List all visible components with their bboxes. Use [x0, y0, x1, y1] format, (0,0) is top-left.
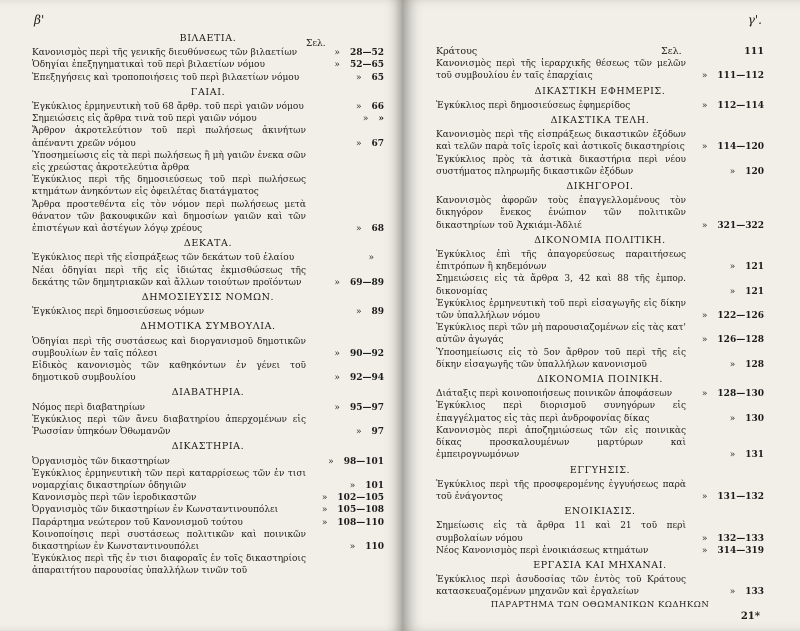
- ditto-mark: »: [334, 60, 340, 71]
- section-title: ΕΓΓΥΗΣΙΣ.: [569, 464, 631, 476]
- index-entry: [32, 150, 384, 174]
- page-reference: [314, 252, 384, 264]
- page-range: 108—110: [337, 517, 384, 528]
- index-entry: [32, 101, 384, 113]
- page-range: 131—132: [717, 491, 764, 502]
- entry-text: Ὁδηγίαι ἐπεξηγηματικαὶ τοῦ περὶ βιλαετίων νόμου: [32, 60, 265, 71]
- page-range: 321—322: [717, 220, 764, 231]
- index-entry: [32, 174, 384, 198]
- index-entry: [436, 58, 764, 82]
- page-reference: [314, 372, 384, 384]
- entry-text: Ἐγκύκλιος ἑρμηνευτικὴ τοῦ 68 ἄρθρ. τοῦ περὶ γαιῶν νόμου: [32, 102, 304, 113]
- ditto-mark: »: [328, 456, 334, 467]
- index-entry: [436, 100, 764, 112]
- ditto-mark: »: [334, 373, 340, 384]
- ditto-mark: »: [334, 402, 340, 413]
- index-entry: [436, 388, 764, 400]
- page-reference: [694, 491, 764, 503]
- ditto-mark: »: [729, 450, 736, 461]
- index-entry: [436, 425, 764, 462]
- page-reference: [694, 359, 764, 371]
- page-range: 132—133: [717, 533, 764, 544]
- ditto-mark: »: [321, 493, 328, 504]
- page-range: 98—101: [343, 456, 384, 467]
- section-title: ΔΙΚΑΣΤΗΡΙΑ.: [171, 441, 245, 453]
- index-entry: [32, 252, 384, 264]
- entry-text: Ὀργανισμὸς τῶν δικαστηρίων: [32, 456, 170, 467]
- page-range: 131: [745, 450, 764, 461]
- entry-text: Σημείωσις εἰς τὰ ἄρθρα 11 καὶ 21 τοῦ περὶ συμβολαίων νόμου: [436, 521, 686, 544]
- entry-text: Ἄρθρα προστεθέντα εἰς τὸν νόμον περὶ πωλήσεως μετὰ θάνατον τῶν βακουφικῶν καὶ δημοσίων γαιῶν καὶ τῶν ἐπιστέγων καὶ ἀστέγων λόγῳ χρέους: [32, 199, 306, 235]
- ditto-mark: »: [729, 359, 736, 370]
- page-reference: [314, 101, 384, 113]
- entry-text: Ὑποσημείωσις εἰς τὰ περὶ πωλήσεως ἢ μὴ γαιῶν ἐνεκα σῶν εἰς χρεώστας ἀκροτελεύτια ἄρθρα: [32, 150, 306, 174]
- page-reference: [314, 492, 384, 504]
- index-entry: [436, 322, 764, 346]
- ditto-mark: »: [334, 48, 340, 59]
- entry-text: Κανονισμὸς περὶ τῶν ἱεροδικαστῶν: [32, 493, 197, 504]
- section-title: ΔΗΜΟΤΙΚΑ ΣΥΜΒΟΥΛΙΑ.: [140, 321, 276, 333]
- page-range: 101: [365, 480, 384, 491]
- page-range: 130: [745, 413, 764, 424]
- entry-text: Κανονισμὸς περὶ τῆς εἰσπράξεως δικαστικῶν ἐξόδων καὶ τελῶν παρὰ τοῖς ἱεροῖς καὶ ἀστικοῖς δικαστηρίοις: [436, 130, 686, 153]
- entry-text: Ἐπεξηγήσεις καὶ τροποποιήσεις τοῦ περὶ βιλαετίων νόμου: [32, 72, 300, 83]
- ditto-mark: »: [355, 307, 362, 318]
- page-reference: [314, 277, 384, 289]
- page-number: β': [34, 13, 45, 27]
- page-reference: [314, 517, 384, 529]
- page-range: 111—112: [717, 71, 764, 82]
- page-reference: [314, 72, 384, 84]
- ditto-mark: »: [355, 102, 362, 113]
- page-range: 110: [365, 541, 384, 552]
- page-range: 68: [371, 224, 384, 235]
- ditto-mark: »: [729, 413, 736, 424]
- entry-text: Κανονισμὸς περὶ τῆς γενικῆς διευθύνσεως τῶν βιλαετίων: [32, 48, 298, 59]
- index-entry: [436, 400, 764, 424]
- section-title: ΔΙΑΒΑΤΗΡΙΑ.: [171, 387, 245, 399]
- page-range: 66: [371, 102, 384, 113]
- page-reference: [314, 541, 384, 553]
- page-range: 97: [371, 427, 384, 438]
- ditto-mark: »: [334, 348, 340, 359]
- ditto-mark: »: [729, 262, 736, 273]
- ditto-mark: »: [729, 286, 736, 297]
- entry-text: Σημειώσεις εἰς τὰ ἄρθρα 3, 42 καὶ 88 τῆς ἐμπορ. δικονομίας: [436, 274, 686, 297]
- section-title: ΔΙΚΟΝΟΜΙΑ ΠΟΛΙΤΙΚΗ.: [534, 234, 666, 246]
- index-entry: [436, 545, 764, 557]
- page-range: 126—128: [717, 335, 764, 346]
- index-body: [436, 58, 764, 598]
- page-reference: [314, 565, 384, 577]
- index-entry: [436, 249, 764, 273]
- section-title: ΔΙΚΑΣΤΙΚΗ ΕΦΗΜΕΡΙΣ.: [534, 85, 666, 97]
- page-reference: [314, 480, 384, 492]
- page-reference: [314, 138, 384, 150]
- page-range: 122—126: [717, 311, 764, 322]
- page-reference: [694, 413, 764, 425]
- entry-text: Ἐγκύκλιος περὶ τῆς εἰσπράξεως τῶν δεκάτων τοῦ ἐλαίου: [32, 253, 295, 264]
- page-reference: [314, 348, 384, 360]
- page-reference: [694, 334, 764, 346]
- entry-text: Διάταξις περὶ κοινοποιήσεως ποινικῶν ἀποφάσεων: [436, 389, 673, 400]
- page-reference: [314, 504, 384, 516]
- ditto-mark: »: [321, 517, 328, 528]
- footer-title: ΠΑΡΑΡΤΗΜΑ ΤΩΝ ΟΘΩΜΑΝΙΚΩΝ ΚΩΔΗΚΩΝ: [490, 599, 710, 610]
- page-range: 120: [745, 166, 764, 177]
- page-range: 65: [371, 72, 384, 83]
- index-entry: [436, 154, 764, 178]
- ditto-mark: »: [701, 545, 708, 556]
- column-header: Σελ.: [661, 46, 682, 57]
- ditto-mark: »: [321, 505, 328, 516]
- ditto-mark: »: [701, 142, 708, 153]
- section-title: ΕΡΓΑΣΙΑ ΚΑΙ ΜΗΧΑΝΑΙ.: [533, 559, 667, 571]
- index-entry: [32, 360, 384, 384]
- page-range: »: [378, 114, 384, 125]
- ditto-mark: »: [362, 114, 369, 125]
- index-entry: [436, 273, 764, 297]
- page-reference: [314, 456, 384, 468]
- page-reference: [694, 100, 764, 112]
- section-title: ΔΙΚΟΝΟΜΙΑ ΠΟΙΝΙΚΗ.: [536, 374, 664, 386]
- page-reference: [314, 113, 384, 125]
- page-range: 67: [371, 138, 384, 149]
- page-reference: [694, 545, 764, 557]
- section-title: ΕΝΟΙΚΙΑΣΙΣ.: [564, 506, 636, 518]
- index-entry: [32, 199, 384, 236]
- page-range: 128—130: [717, 389, 764, 400]
- entry-text: Νόμος περὶ διαβατηρίων: [32, 402, 146, 413]
- page-reference: [694, 533, 764, 545]
- page-range: 95—97: [349, 402, 384, 413]
- ditto-mark: »: [729, 587, 736, 598]
- page-reference: [694, 286, 764, 298]
- page-reference: [694, 220, 764, 232]
- section-title: ΓΑΙΑΙ.: [190, 86, 226, 98]
- entry-text: Ἐγκύκλιος περὶ τῶν ἄνευ διαβατηρίου ἀπερχομένων εἰς Ῥωσσίαν ὑπηκόων Ὀθωμανῶν: [32, 414, 306, 438]
- page-reference: [694, 166, 764, 178]
- ditto-mark: »: [355, 224, 362, 235]
- page-reference: [694, 586, 764, 598]
- ditto-mark: »: [701, 71, 708, 82]
- page-reference: [314, 426, 384, 438]
- index-entry: [436, 520, 764, 544]
- column-header: Σελ.: [306, 39, 326, 49]
- ditto-mark: »: [701, 389, 708, 400]
- index-entry: [436, 129, 764, 153]
- index-entry: [32, 517, 384, 529]
- ditto-mark: »: [701, 220, 708, 231]
- index-entry: [436, 479, 764, 503]
- entry-text: Ἐγκύκλιος πρὸς τὰ ἀστικὰ δικαστήρια περὶ νέου συστήματος πληρωμῆς δικαστικῶν ἐξόδων: [436, 154, 686, 177]
- section-title: ΒΙΛΑΕΤΙΑ.: [179, 33, 237, 44]
- entry-text: Ὁδηγίαι περὶ τῆς συστάσεως καὶ διοργανισμοῦ δημοτικῶν συμβουλίων ἐν ταῖς πόλεσι: [32, 336, 306, 359]
- signature-mark: 21*: [740, 610, 760, 622]
- page-range: 52—65: [349, 60, 384, 71]
- page-range: 92—94: [349, 373, 384, 384]
- index-entry: [436, 574, 764, 598]
- page-reference: [314, 47, 384, 59]
- index-entry: [32, 414, 384, 438]
- entry-text: Ἐγκύκλιος περὶ τῶν μὴ παρουσιαζομένων εἰς τὰς κατ' αὐτῶν ἀγωγάς: [436, 323, 686, 346]
- index-body: [32, 33, 384, 578]
- ditto-mark: »: [701, 335, 708, 346]
- entry-text: Ἐγκύκλιος περὶ διορισμοῦ συνηγόρων εἰς ἐπαγγέλματος εἰς τὰς περὶ ἀνδροφονίας δίκας: [436, 401, 686, 424]
- ditto-mark: »: [355, 72, 362, 83]
- page-reference: [694, 70, 764, 82]
- section-title: ΔΕΚΑΤΑ.: [183, 238, 233, 250]
- page-reference: [694, 141, 764, 153]
- entry-text: Κανονισμὸς περὶ ἀποζημιώσεως τῶν εἰς ποινικὰς δίκας προσκαλουμένων μαρτύρων καὶ ἐμπειρογνωμόνων: [436, 425, 686, 461]
- page-range: 90—92: [349, 348, 384, 359]
- page-reference: [314, 59, 384, 71]
- entry-text: Ἐγκύκλιος ἑρμηνευτικὴ τοῦ περὶ εἰσαγωγῆς εἰς δίκην τῶν ὑπαλλήλων νόμου: [436, 298, 686, 322]
- entry-text: Ἄρθρον ἀκροτελεύτιον τοῦ περὶ πωλήσεως ἀκινήτων ἀπέναντι χρεῶν νόμου: [32, 126, 306, 149]
- index-entry: [32, 59, 384, 71]
- index-entry: [32, 504, 384, 516]
- ditto-mark: »: [349, 541, 356, 552]
- ditto-mark: »: [355, 427, 362, 438]
- right-page: [402, 0, 800, 631]
- entry-text: Νέαι ὁδηγίαι περὶ τῆς εἰς ἰδιώτας ἐκμισθώσεως τῆς δεκάτης τῶν δημητριακῶν καὶ ἄλλων τοιούτων προϊόντων: [32, 265, 306, 288]
- page-number: γ'.: [747, 13, 762, 27]
- entry-text: Ὀργανισμὸς τῶν δικαστηρίων ἐν Κωνσταντινουπόλει: [32, 505, 279, 516]
- page-range: 69—89: [349, 277, 384, 288]
- page-reference: [314, 306, 384, 318]
- index-entry: [32, 492, 384, 504]
- entry-text: Ἐγκύκλιος περὶ δημοσιεύσεως νόμων: [32, 307, 205, 318]
- entry-text: Ἐγκύκλιος περὶ ἀσυδοσίας τῶν ἐντὸς τοῦ Κράτους κατασκευαζομένων μηχανῶν καὶ ἐργαλείων: [436, 575, 686, 598]
- entry-text: Ἐγκύκλιος περὶ τῆς δημοσιεύσεως τοῦ περὶ πωλήσεως κτημάτων ἀνηκόντων εἰς ὀφειλέτας διατάγματος: [32, 175, 306, 198]
- entry-text: Σημειώσεις εἰς ἄρθρα τινὰ τοῦ περὶ γαιῶν νόμου: [32, 114, 257, 125]
- page-range: 114—120: [717, 142, 764, 153]
- page-reference: [694, 388, 764, 400]
- continued-entry-text: Κράτους: [436, 46, 478, 57]
- ditto-mark: »: [334, 277, 340, 288]
- index-entry: [436, 195, 764, 232]
- section-title: ΔΗΜΟΣΙΕΥΣΙΣ ΝΟΜΩΝ.: [141, 292, 275, 304]
- index-entry: [32, 402, 384, 414]
- continued-entry: [436, 46, 764, 58]
- page-range: 102—105: [337, 493, 384, 504]
- entry-text: Εἰδικὸς κανονισμὸς τῶν καθηκόντων ἐν γένει τοῦ δημοτικοῦ συμβουλίου: [32, 361, 306, 384]
- index-entry: [436, 347, 764, 371]
- ditto-mark: »: [368, 253, 374, 264]
- page-reference: [694, 310, 764, 322]
- section-title: ΔΙΚΗΓΟΡΟΙ.: [566, 181, 634, 193]
- entry-text: Κανονισμὸς ἀφορῶν τοὺς ἐπαγγελλομένους τὸν δικηγόρον ἔνεκος ἐνώπιον τῶν πολιτικῶν δικαστηρίων τοῦ Ἀχκιάμι-Ἀδλιέ: [436, 196, 686, 231]
- entry-text: Νέος Κανονισμὸς περὶ ἐνοικιάσεως κτημάτων: [436, 545, 649, 556]
- index-entry: [32, 336, 384, 360]
- page-reference: [314, 402, 384, 414]
- entry-text: Ὑποσημείωσις εἰς τὸ 5ον ἄρθρον τοῦ περὶ τῆς εἰς δίκην εἰσαγωγῆς τῶν ὑπαλλήλων κανονισμοῦ: [436, 347, 686, 370]
- ditto-mark: »: [701, 491, 708, 502]
- entry-text: Ἐγκύκλιος ἑρμηνευτικὴ τῶν περὶ καταρρίσεως τῶν ἐν τισι νομαρχίαις δικαστηρίων ὁδηγιῶν: [32, 468, 306, 491]
- index-entry: [32, 125, 384, 149]
- index-entry: [32, 113, 384, 125]
- page-range: 121: [745, 286, 764, 297]
- ditto-mark: »: [701, 311, 708, 322]
- ditto-mark: »: [701, 100, 708, 111]
- index-entry: [32, 553, 384, 577]
- entry-text: Παράρτημα νεώτερον τοῦ Κανονισμοῦ τούτου: [32, 517, 243, 528]
- entry-text: Ἐγκύκλιος περὶ τῆς ἐν τισι διαφοραῖς ἐν τοῖς δικαστηρίοις ἀπαραιτήτου παρουσίας ὑπαλλήλων τινῶν τοῦ: [32, 554, 306, 577]
- page-range: 28—52: [349, 48, 384, 59]
- page-reference: [694, 261, 764, 273]
- page-reference: [314, 186, 384, 198]
- page-range: 121: [745, 262, 764, 273]
- page-range: 105—108: [337, 505, 384, 516]
- page-reference: [314, 162, 384, 174]
- entry-text: Ἐγκύκλιος ἐπὶ τῆς ἀπαγορεύσεως παραιτήσεως ἐπιτρόπων ἢ κηδεμόνων: [436, 250, 686, 273]
- index-entry: [32, 529, 384, 553]
- ditto-mark: »: [349, 480, 356, 491]
- page-range: 314—319: [717, 545, 764, 556]
- entry-text: Κοινοποίησις περὶ συστάσεως πολιτικῶν καὶ ποινικῶν δικαστηρίων ἐν Κωνσταντινουπόλει: [32, 529, 306, 552]
- ditto-mark: »: [355, 138, 362, 149]
- entry-text: Ἐγκύκλιος περὶ τῆς προσφερομένης ἐγγυήσεως παρὰ τοῦ ἐνάγοντος: [436, 479, 686, 502]
- index-entry: [32, 456, 384, 468]
- page-range: 128: [745, 359, 764, 370]
- index-entry: [32, 468, 384, 492]
- page-range: 133: [745, 587, 764, 598]
- entry-text: Ἐγκύκλιος περὶ δημοσιεύσεως ἐφημερίδος: [436, 100, 631, 111]
- section-title: ΔΙΚΑΣΤΙΚΑ ΤΕΛΗ.: [550, 115, 650, 127]
- page-reference: 111: [744, 46, 764, 57]
- index-entry: [32, 306, 384, 318]
- page-reference: [694, 449, 764, 461]
- entry-text: Κανονισμὸς περὶ τῆς ἱεραρχικῆς θέσεως τῶν μελῶν τοῦ συμβουλίου ἐν ταῖς ἐπαρχίαις: [436, 59, 686, 82]
- ditto-mark: »: [701, 533, 708, 544]
- index-entry: [436, 298, 764, 322]
- page-reference: [314, 223, 384, 235]
- ditto-mark: »: [729, 166, 736, 177]
- index-entry: [32, 47, 384, 59]
- index-entry: [32, 265, 384, 289]
- page-range: 89: [371, 307, 384, 318]
- page-range: 112—114: [717, 100, 764, 111]
- index-entry: [32, 72, 384, 84]
